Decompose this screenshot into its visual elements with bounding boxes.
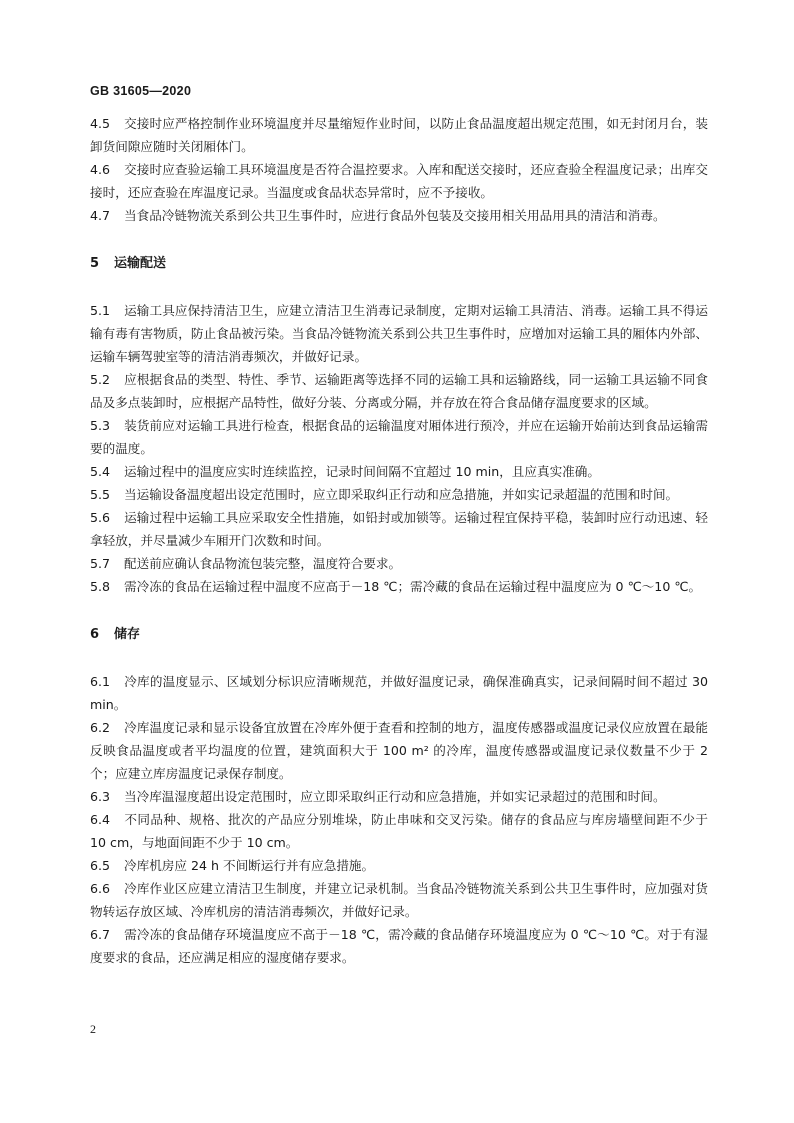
clause-number: 5.8 [90,579,111,594]
clause-text: 交接时应严格控制作业环境温度并尽量缩短作业时间，以防止食品温度超出规定范围，如无封闭月台，装卸货间隙应随时关闭厢体门。 [90,116,708,154]
clause-number: 6.6 [90,881,111,896]
section [90,112,708,227]
clause [90,785,708,808]
clause-text: 应根据食品的类型、特性、季节、运输距离等选择不同的运输工具和运输路线，同一运输工具运输不同食品及多点装卸时，应根据产品特性，做好分装、分离或分隔，并存放在符合食品储存温度要求的区域。 [90,372,708,410]
clause [90,204,708,227]
clause [90,414,708,460]
section [90,623,708,969]
clause [90,575,708,598]
clause-number: 5.2 [90,372,111,387]
clause-number: 5.5 [90,487,111,502]
clause-text: 冷库温度记录和显示设备宜放置在冷库外便于查看和控制的地方，温度传感器或温度记录仪应放置在最能反映食品温度或者平均温度的位置，建筑面积大于 100 m² 的冷库，温度传感器或温度记录仪数量不少于 2 个；应建立库房温度记录保存制度。 [90,720,708,781]
clause-number: 6.2 [90,720,111,735]
clause [90,460,708,483]
clause-text: 运输过程中运输工具应采取安全性措施，如铅封或加锁等。运输过程宜保持平稳，装卸时应行动迅速、轻拿轻放，并尽量减少车厢开门次数和时间。 [90,510,708,548]
clause [90,112,708,158]
section-number: 5 [90,256,100,271]
clause-text: 冷库机房应 24 h 不间断运行并有应急措施。 [124,858,375,873]
document-body [90,112,708,994]
clause-text: 装货前应对运输工具进行检查，根据食品的运输温度对厢体进行预冷，并应在运输开始前达到食品运输需要的温度。 [90,418,708,456]
clause [90,158,708,204]
clause-text: 需冷冻的食品在运输过程中温度不应高于－18 ℃；需冷藏的食品在运输过程中温度应为 0 ℃～10 ℃。 [124,579,702,594]
section-heading [90,623,708,646]
section-title: 储存 [114,627,141,642]
clause [90,923,708,969]
clause-text: 需冷冻的食品储存环境温度应不高于－18 ℃，需冷藏的食品储存环境温度应为 0 ℃～10 ℃。对于有湿度要求的食品，还应满足相应的湿度储存要求。 [90,927,708,965]
clause-number: 5.7 [90,556,111,571]
clause-number: 4.6 [90,162,111,177]
clause-text: 冷库的温度显示、区域划分标识应清晰规范，并做好温度记录，确保准确真实，记录间隔时间不超过 30 min。 [90,674,708,712]
clause-text: 交接时应查验运输工具环境温度是否符合温控要求。入库和配送交接时，还应查验全程温度记录；出库交接时，还应查验在库温度记录。当温度或食品状态异常时，应不予接收。 [90,162,708,200]
section [90,252,708,598]
clause [90,368,708,414]
clause-text: 配送前应确认食品物流包装完整，温度符合要求。 [124,556,402,571]
clause-number: 6.3 [90,789,111,804]
clause-number: 6.1 [90,674,111,689]
clause-text: 运输工具应保持清洁卫生，应建立清洁卫生消毒记录制度，定期对运输工具清洁、消毒。运输工具不得运输有毒有害物质，防止食品被污染。当食品冷链物流关系到公共卫生事件时，应增加对运输工具的厢体内外部、运输车辆驾驶室等的清洁消毒频次，并做好记录。 [90,303,708,364]
clause [90,483,708,506]
section-title: 运输配送 [114,256,167,271]
clause-number: 6.4 [90,812,111,827]
section-heading [90,252,708,275]
clause-number: 4.7 [90,208,111,223]
clause-number: 5.4 [90,464,111,479]
clause-text: 当食品冷链物流关系到公共卫生事件时，应进行食品外包装及交接用相关用品用具的清洁和消毒。 [124,208,666,223]
clause [90,808,708,854]
clause-number: 5.3 [90,418,111,433]
clause-text: 运输过程中的温度应实时连续监控，记录时间间隔不宜超过 10 min，且应真实准确。 [124,464,600,479]
clause-text: 当冷库温湿度超出设定范围时，应立即采取纠正行动和应急措施，并如实记录超过的范围和时间。 [124,789,666,804]
clause [90,877,708,923]
clause [90,716,708,785]
clause-number: 5.6 [90,510,111,525]
clause-number: 6.7 [90,927,111,942]
section-number: 6 [90,627,100,642]
page-number: 2 [90,1022,96,1036]
clause [90,854,708,877]
clause-text: 不同品种、规格、批次的产品应分别堆垛，防止串味和交叉污染。储存的食品应与库房墙壁间距不少于 10 cm，与地面间距不少于 10 cm。 [90,812,708,850]
clause-number: 5.1 [90,303,111,318]
clause-text: 冷库作业区应建立清洁卫生制度，并建立记录机制。当食品冷链物流关系到公共卫生事件时，应加强对货物转运存放区域、冷库机房的清洁消毒频次，并做好记录。 [90,881,708,919]
clause [90,506,708,552]
clause [90,670,708,716]
clause-text: 当运输设备温度超出设定范围时，应立即采取纠正行动和应急措施，并如实记录超温的范围和时间。 [124,487,679,502]
clause [90,299,708,368]
clause-number: 4.5 [90,116,111,131]
clause [90,552,708,575]
standard-code-header: GB 31605—2020 [90,84,192,98]
clause-number: 6.5 [90,858,111,873]
